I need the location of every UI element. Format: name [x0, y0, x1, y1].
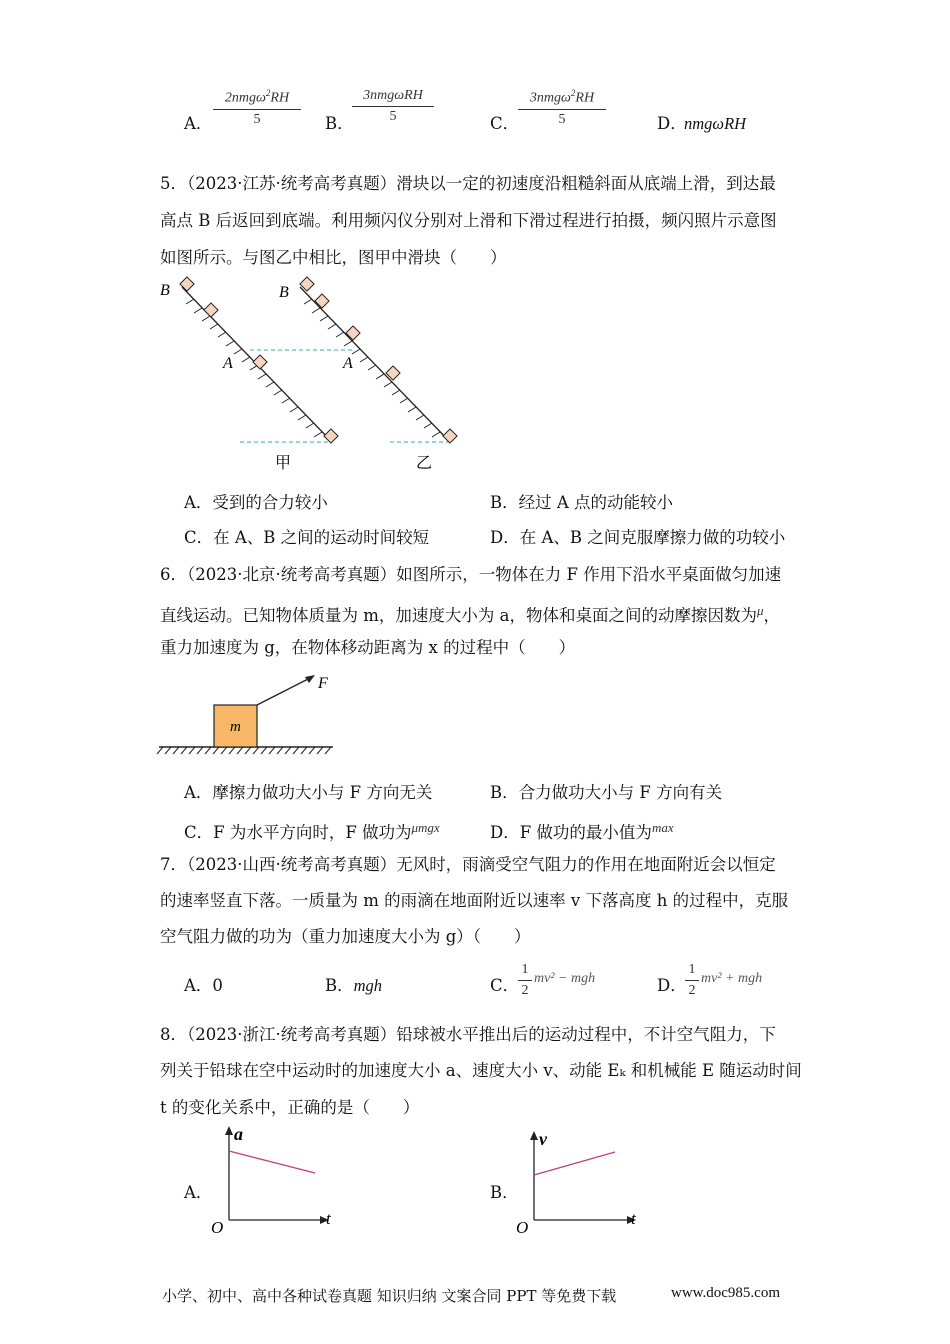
q6-stem-line-2: 直线运动。已知物体质量为 m，加速度大小为 a，物体和桌面之间的动摩擦因数为$^\mu$，: [160, 603, 781, 625]
q5-label-b-left: B: [160, 282, 170, 299]
q5-option-b[interactable]: B．经过 A 点的动能较小: [490, 493, 674, 512]
q5-incline-right: [300, 277, 457, 443]
q5-figure: [150, 275, 480, 475]
q5-caption-right: 乙: [416, 455, 433, 472]
q8-stem-line-3: t 的变化关系中，正确的是（ ）: [160, 1098, 420, 1117]
q7-option-c-formula: mv² − mgh: [534, 971, 596, 986]
q5-block-left-1: [180, 277, 194, 291]
q4-option-c-label[interactable]: C．: [490, 114, 520, 133]
q6-force-label: F: [318, 675, 328, 692]
q5-option-c[interactable]: C．在 A、B 之间的运动时间较短: [184, 528, 430, 547]
q8-graph-a-label[interactable]: A．: [184, 1183, 213, 1202]
q7-option-c-label[interactable]: C．: [490, 976, 520, 995]
q5-label-a-left: A: [223, 355, 233, 372]
q4-option-a-label[interactable]: A．: [184, 114, 213, 133]
q8-graph-a-origin: O: [211, 1218, 224, 1237]
q7-option-c-fraction: $\frac{1}{2}$: [518, 962, 532, 999]
q7-option-b[interactable]: B．mgh: [325, 976, 383, 995]
q4-option-a-formula: 2nmgω$^2$RH 5: [213, 88, 301, 128]
q8-graph-a-line: [229, 1151, 315, 1173]
q5-label-a-right: A: [343, 355, 353, 372]
q6-option-a[interactable]: A．摩擦力做功大小与 F 方向无关: [184, 783, 433, 802]
q8-graph-b-origin: O: [516, 1218, 529, 1237]
q5-option-a[interactable]: A．受到的合力较小: [184, 493, 328, 512]
q8-graph-a-y-label: a: [234, 1124, 243, 1144]
q6-option-b[interactable]: B．合力做功大小与 F 方向有关: [490, 783, 723, 802]
q6-option-d[interactable]: D．F 做功的最小值为$^{max}$: [490, 820, 674, 842]
footer-text: 小学、初中、高中各种试卷真题 知识归纳 文案合同 PPT 等免费下载: [162, 1287, 617, 1305]
q7-stem-line-1: 7．（2023·山西·统考高考真题）无风时，雨滴受空气阻力的作用在地面附近会以恒定: [160, 855, 776, 874]
footer-link[interactable]: www.doc985.com: [671, 1285, 781, 1301]
q7-option-d-formula: mv² + mgh: [701, 971, 763, 986]
q6-block-label: m: [230, 719, 241, 735]
q5-option-d[interactable]: D．在 A、B 之间克服摩擦力做的功较小: [490, 528, 786, 547]
q6-option-c[interactable]: C．F 为水平方向时，F 做功为$^{\mu mgx}$: [184, 820, 440, 842]
q4-option-b-formula: 3nmgωRH 5: [352, 88, 434, 125]
q4-option-d-formula: nmgωRH: [684, 114, 747, 133]
q5-block-right-5: [443, 429, 457, 443]
q7-stem-line-2: 的速率竖直下落。一质量为 m 的雨滴在地面附近以速率 v 下落高度 h 的过程中，克服: [160, 891, 789, 910]
q8-graph-b-y-label: v: [539, 1129, 547, 1149]
q5-label-b-right: B: [279, 284, 289, 301]
q8-graph-b-label[interactable]: B．: [490, 1183, 519, 1202]
q8-graph-b-line: [534, 1152, 615, 1175]
q4-option-c-formula: 3nmgω$^2$RH 5: [518, 88, 606, 128]
q5-block-right-2: [315, 294, 329, 308]
q6-figure: [155, 668, 345, 760]
q7-option-d-fraction: $\frac{1}{2}$: [685, 962, 699, 999]
q5-block-left-4: [324, 429, 338, 443]
q8-stem-line-1: 8．（2023·浙江·统考高考真题）铅球被水平推出后的运动过程中，不计空气阻力，下: [160, 1025, 776, 1044]
q6-stem-line-3: 重力加速度为 g，在物体移动距离为 x 的过程中（ ）: [160, 638, 576, 657]
q4-option-d-label[interactable]: D．: [657, 114, 687, 133]
q8-stem-line-2: 列关于铅球在空中运动时的加速度大小 a、速度大小 v、动能 Eₖ 和机械能 E 随运动时间: [160, 1061, 802, 1080]
q6-force-arrow: [257, 677, 312, 705]
q6-force-arrowhead: [305, 675, 315, 683]
q5-stem-line-2: 高点 B 后返回到底端。利用频闪仪分别对上滑和下滑过程进行拍摄，频闪照片示意图: [160, 211, 777, 230]
q5-stem-line-1: 5．（2023·江苏·统考高考真题）滑块以一定的初速度沿粗糙斜面从底端上滑，到达最: [160, 174, 776, 193]
q8-graph-b: [510, 1125, 650, 1240]
q5-block-right-3: [346, 326, 360, 340]
q7-option-a[interactable]: A．0: [184, 976, 223, 995]
q7-stem-line-3: 空气阻力做的功为（重力加速度大小为 g）（ ）: [160, 927, 531, 946]
q5-stem-line-3: 如图所示。与图乙中相比，图甲中滑块（ ）: [160, 248, 507, 267]
q6-ground-hatch: [157, 747, 331, 754]
q6-stem-line-1: 6．（2023·北京·统考高考真题）如图所示，一物体在力 F 作用下沿水平桌面做匀加速: [160, 565, 782, 584]
q8-graph-a-x-label: t: [326, 1209, 331, 1228]
q8-graph-b-x-label: t: [631, 1209, 636, 1228]
q7-option-d-label[interactable]: D．: [657, 976, 687, 995]
q5-block-left-2: [204, 303, 218, 317]
q8-graph-a: [205, 1120, 345, 1240]
q4-option-b-label[interactable]: B．: [325, 114, 354, 133]
q5-caption-left: 甲: [275, 455, 292, 472]
